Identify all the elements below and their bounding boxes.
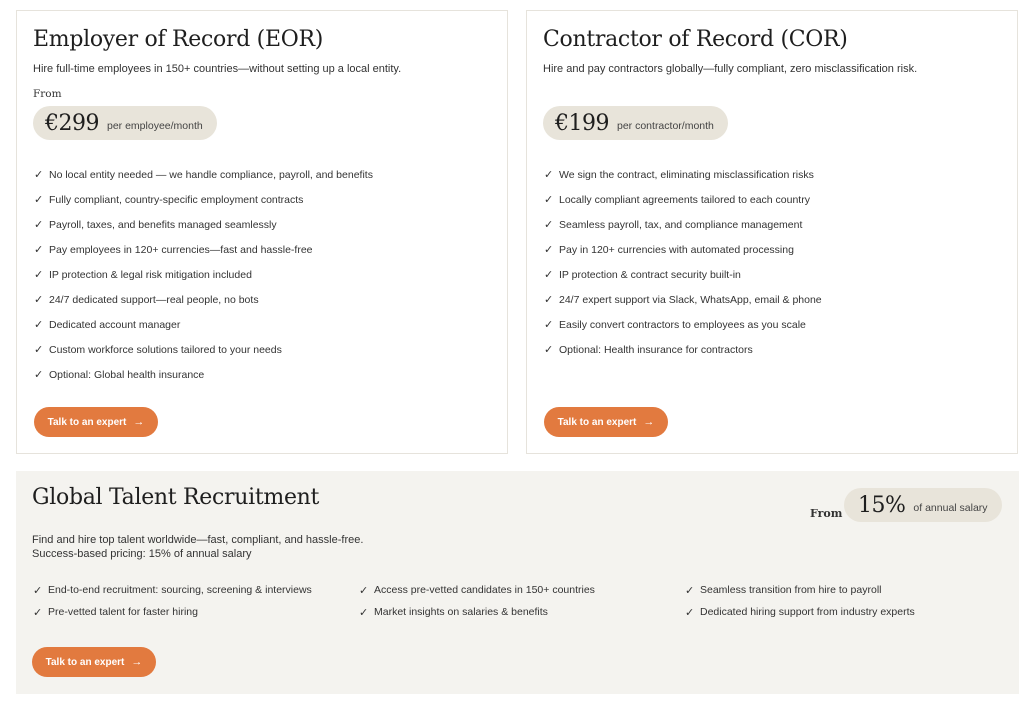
list-item: ✓ IP protection & legal risk mitigation included — [34, 268, 252, 281]
eor-from-label: From — [33, 88, 62, 100]
check-icon: ✓ — [544, 244, 554, 256]
global-talk-to-expert-button[interactable]: Talk to an expert → — [32, 647, 156, 677]
cor-price-unit: per contractor/month — [617, 119, 714, 132]
global-price-pill — [844, 488, 1002, 522]
eor-subtitle: Hire full-time employees in 150+ countries—without setting up a local entity. — [33, 63, 402, 75]
check-icon: ✓ — [544, 319, 554, 331]
list-item: ✓ Dedicated account manager — [34, 318, 181, 331]
check-icon: ✓ — [34, 244, 44, 256]
list-item: ✓ Easily convert contractors to employees as you scale — [544, 318, 806, 331]
eor-price-pill — [33, 106, 217, 140]
cor-subtitle: Hire and pay contractors globally—fully compliant, zero misclassification risk. — [543, 63, 918, 75]
eor-card — [16, 10, 508, 454]
cor-talk-to-expert-button[interactable]: Talk to an expert → — [544, 407, 668, 437]
check-icon: ✓ — [544, 219, 554, 231]
check-icon: ✓ — [544, 269, 554, 281]
eor-feature-list — [34, 162, 373, 387]
arrow-right-icon: → — [133, 416, 145, 428]
eor-talk-to-expert-button[interactable]: Talk to an expert → — [34, 407, 158, 437]
list-item: ✓ Locally compliant agreements tailored to each country — [544, 193, 810, 206]
cor-feature-list — [544, 162, 822, 362]
list-item: ✓ No local entity needed — we handle compliance, payroll, and benefits — [34, 168, 373, 181]
list-item: ✓ Dedicated hiring support from industry experts — [685, 606, 915, 619]
check-icon: ✓ — [34, 319, 44, 331]
global-recruitment-panel — [16, 471, 1019, 694]
arrow-right-icon: → — [131, 656, 143, 668]
check-icon: ✓ — [359, 584, 369, 597]
check-icon: ✓ — [34, 269, 44, 281]
list-item: ✓ Seamless payroll, tax, and compliance management — [544, 218, 803, 231]
check-icon: ✓ — [34, 294, 44, 306]
list-item: ✓ Optional: Global health insurance — [34, 368, 205, 381]
check-icon: ✓ — [544, 194, 554, 206]
global-from-label: From — [810, 507, 843, 520]
cor-title: Contractor of Record (COR) — [543, 27, 848, 52]
check-icon: ✓ — [34, 344, 44, 356]
global-feature-grid — [33, 579, 915, 623]
list-item: ✓ Pay in 120+ currencies with automated processing — [544, 243, 794, 256]
check-icon: ✓ — [33, 606, 43, 619]
cor-price: €199 — [555, 110, 609, 136]
list-item: ✓ IP protection & contract security built-in — [544, 268, 741, 281]
list-item: ✓ 24/7 dedicated support—real people, no bots — [34, 293, 259, 306]
check-icon: ✓ — [34, 194, 44, 206]
check-icon: ✓ — [544, 294, 554, 306]
eor-price: €299 — [45, 110, 99, 136]
eor-price-unit: per employee/month — [107, 119, 203, 132]
global-feature-column — [359, 579, 685, 623]
check-icon: ✓ — [685, 606, 695, 619]
list-item: ✓ Access pre-vetted candidates in 150+ countries — [359, 584, 595, 597]
check-icon: ✓ — [359, 606, 369, 619]
check-icon: ✓ — [544, 169, 554, 181]
global-feature-column — [33, 579, 359, 623]
check-icon: ✓ — [685, 584, 695, 597]
global-subtitle: Find and hire top talent worldwide—fast, compliant, and hassle-free. Success-based pricing: 15% of annual salary — [32, 534, 364, 560]
list-item: ✓ Optional: Health insurance for contractors — [544, 343, 753, 356]
global-feature-column — [685, 579, 915, 623]
check-icon: ✓ — [33, 584, 43, 597]
global-price-unit: of annual salary — [913, 501, 988, 514]
list-item: ✓ 24/7 expert support via Slack, WhatsApp, email & phone — [544, 293, 822, 306]
check-icon: ✓ — [34, 219, 44, 231]
list-item: ✓ Custom workforce solutions tailored to your needs — [34, 343, 282, 356]
list-item: ✓ Seamless transition from hire to payroll — [685, 584, 882, 597]
global-title: Global Talent Recruitment — [32, 485, 320, 510]
arrow-right-icon: → — [643, 416, 655, 428]
check-icon: ✓ — [34, 169, 44, 181]
list-item: ✓ Market insights on salaries & benefits — [359, 606, 548, 619]
global-price: 15% — [858, 492, 906, 518]
list-item: ✓ End-to-end recruitment: sourcing, screening & interviews — [33, 584, 312, 597]
list-item: ✓ Pay employees in 120+ currencies—fast and hassle-free — [34, 243, 313, 256]
list-item: ✓ Payroll, taxes, and benefits managed seamlessly — [34, 218, 277, 231]
list-item: ✓ Fully compliant, country-specific employment contracts — [34, 193, 304, 206]
list-item: ✓ We sign the contract, eliminating misclassification risks — [544, 168, 814, 181]
check-icon: ✓ — [544, 344, 554, 356]
cor-card — [526, 10, 1018, 454]
cor-price-pill — [543, 106, 728, 140]
eor-title: Employer of Record (EOR) — [33, 27, 323, 52]
check-icon: ✓ — [34, 369, 44, 381]
list-item: ✓ Pre-vetted talent for faster hiring — [33, 606, 198, 619]
